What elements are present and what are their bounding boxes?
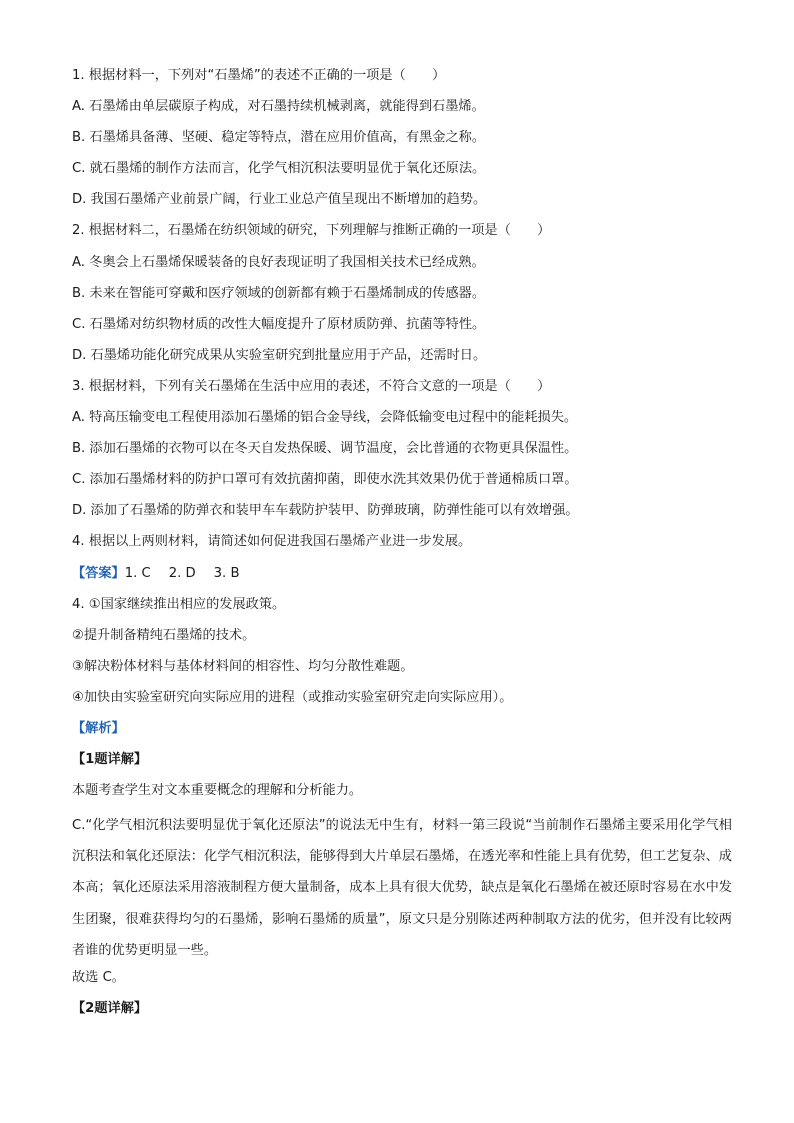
answer-1: 1. C bbox=[124, 565, 151, 581]
question-2-option-c: C. 石墨烯对纺织物材质的改性大幅度提升了原材质防弹、抗菌等特性。 bbox=[72, 316, 486, 332]
answer-point-1: 4. ①国家继续推出相应的发展政策。 bbox=[72, 596, 286, 612]
analysis-tag: 【解析】 bbox=[72, 720, 125, 736]
answer-point-4: ④加快由实验室研究向实际应用的进程（或推动实验室研究走向实际应用）。 bbox=[72, 689, 513, 705]
document-body bbox=[72, 64, 732, 1028]
analysis-line bbox=[72, 717, 732, 748]
question-2-stem: 2. 根据材料二，石墨烯在纺织领域的研究，下列理解与推断正确的一项是（ ） bbox=[72, 223, 551, 239]
answer-3: 3. B bbox=[213, 565, 240, 581]
detail-2-heading: 【2题详解】 bbox=[72, 1000, 148, 1016]
detail-1-conclusion: 故选 C。 bbox=[72, 969, 125, 985]
question-3-option-b: B. 添加石墨烯的衣物可以在冬天自发热保暖、调节温度，会比普通的衣物更具保温性。 bbox=[72, 441, 578, 457]
question-1-option-c: C. 就石墨烯的制作方法而言，化学气相沉积法要明显优于氧化还原法。 bbox=[72, 161, 486, 177]
answer-tag: 【答案】 bbox=[72, 565, 125, 581]
question-2-option-a: A. 冬奥会上石墨烯保暖装备的良好表现证明了我国相关技术已经成熟。 bbox=[72, 254, 485, 270]
question-3-option-c: C. 添加石墨烯材料的防护口罩可有效抗菌抑菌，即使水洗其效果仍优于普通棉质口罩。 bbox=[72, 472, 578, 488]
answer-point-2: ②提升制备精纯石墨烯的技术。 bbox=[72, 627, 256, 643]
detail-1-intro: 本题考查学生对文本重要概念的理解和分析能力。 bbox=[72, 783, 363, 799]
question-2-option-d: D. 石墨烯功能化研究成果从实验室研究到批量应用于产品，还需时日。 bbox=[72, 347, 487, 363]
question-1-option-b: B. 石墨烯具备薄、坚硬、稳定等特点，潜在应用价值高，有黑金之称。 bbox=[72, 130, 486, 146]
question-1-option-a: A. 石墨烯由单层碳原子构成，对石墨持续机械剥离，就能得到石墨烯。 bbox=[72, 99, 485, 115]
answer-2: 2. D bbox=[168, 565, 196, 581]
question-2-option-b: B. 未来在智能可穿戴和医疗领域的创新都有赖于石墨烯制成的传感器。 bbox=[72, 285, 486, 301]
question-3-stem: 3. 根据材料，下列有关石墨烯在生活中应用的表述，不符合文意的一项是（ ） bbox=[72, 378, 551, 394]
question-3-option-d: D. 添加了石墨烯的防弹衣和装甲车车载防护装甲、防弹玻璃，防弹性能可以有效增强。 bbox=[72, 503, 579, 519]
answer-point-3: ③解决粉体材料与基体材料间的相容性、均匀分散性难题。 bbox=[72, 658, 414, 674]
question-1-stem: 1. 根据材料一，下列对“石墨烯”的表述不正确的一项是（ ） bbox=[72, 68, 446, 83]
detail-1-heading: 【1题详解】 bbox=[72, 752, 148, 768]
question-1-option-d: D. 我国石墨烯产业前景广阔，行业工业总产值呈现出不断增加的趋势。 bbox=[72, 192, 487, 208]
question-3-option-a: A. 特高压输变电工程使用添加石墨烯的铝合金导线，会降低输变电过程中的能耗损失。 bbox=[72, 410, 578, 426]
detail-1-body: C.“化学气相沉积法要明显优于氧化还原法”的说法无中生有，材料一第三段说“当前制作石墨烯主要采用化学气相沉积法和氧化还原法：化学气相沉积法，能够得到大片单层石墨烯，在透光率和性能上具有优势，但工艺复杂、成本高；氧化还原法采用溶液制程方便大量制备，成本上具有很大优势，缺点是氧化石墨烯在被还原时容易在水中发生团聚，很难获得均匀的石墨烯，影响石墨烯的质量”，原文只是分别陈述两种制取方法的优劣，但并没有比较两者谁的优势更明显一些。 bbox=[72, 818, 732, 958]
answer-line bbox=[72, 562, 732, 593]
question-4-stem: 4. 根据以上两则材料，请简述如何促进我国石墨烯产业进一步发展。 bbox=[72, 534, 472, 550]
